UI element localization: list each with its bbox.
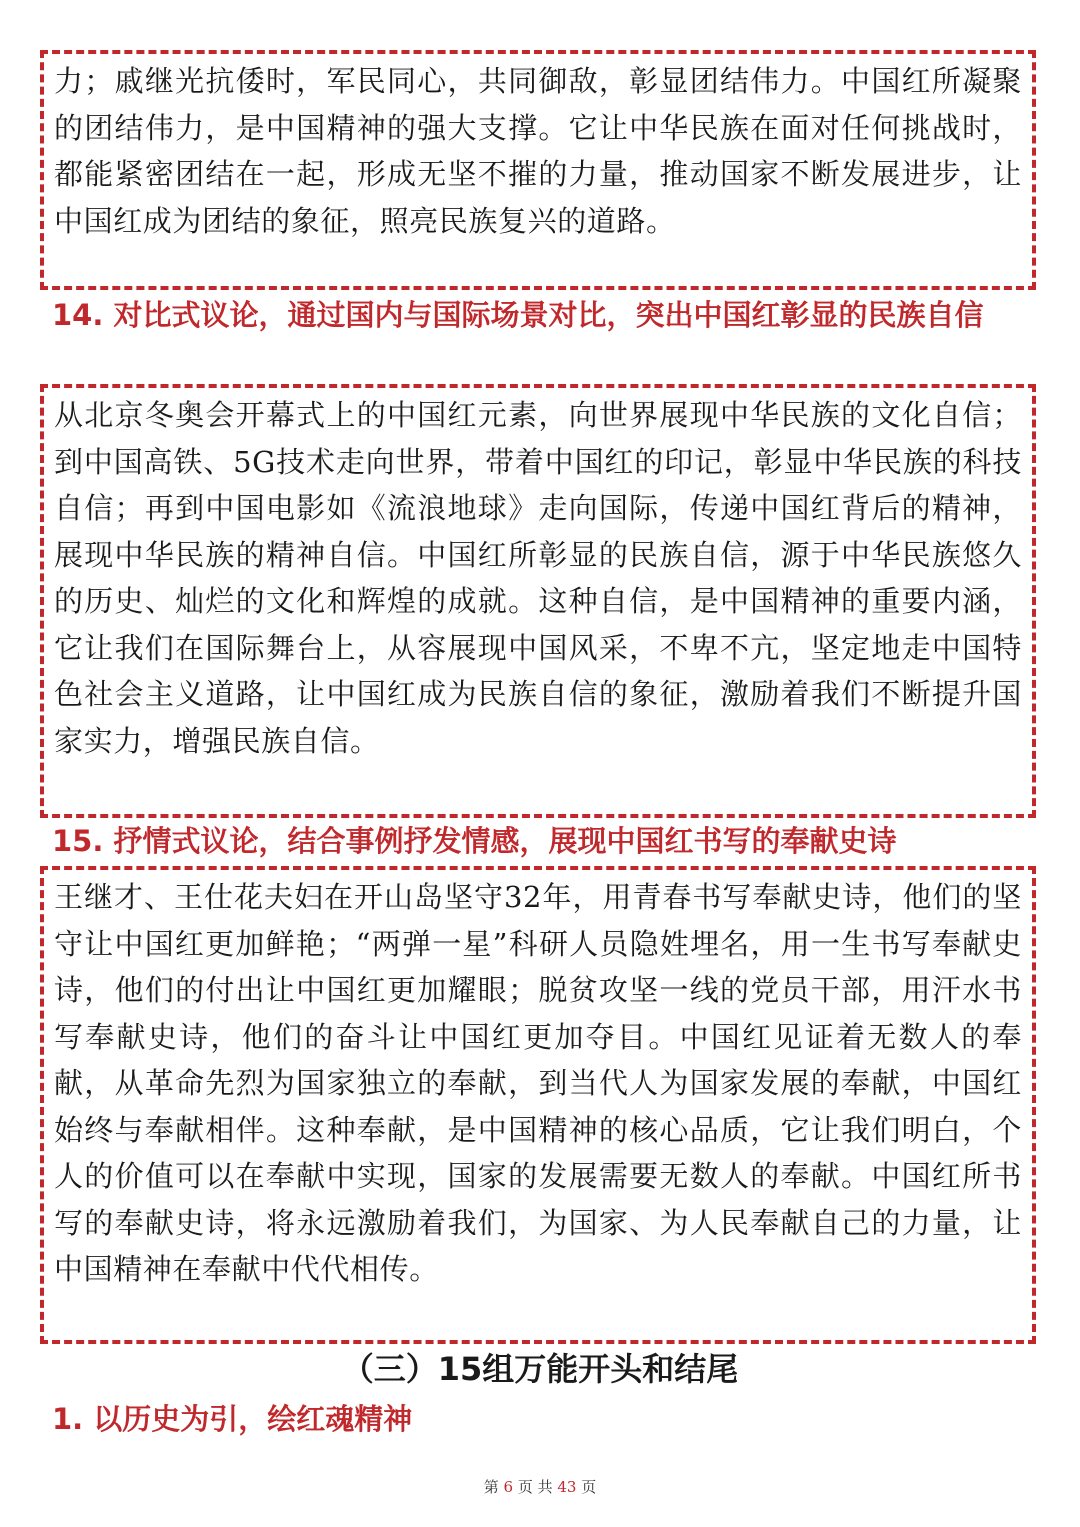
paragraph-confidence: 从北京冬奥会开幕式上的中国红元素，向世界展现中华民族的文化自信；到中国高铁、5G技术走向世界，带着中国红的印记，彰显中华民族的科技自信；再到中国电影如《流浪地球》走向国际，传递中国红背后的精神，展现中华民族的精神自信。中国红所彰显的民族自信，源于中华民族悠久的历史、灿烂的文化和辉煌的成就。这种自信，是中国精神的重要内涵，它让我们在国际舞台上，从容展现中国风采，不卑不亢，坚定地走中国特色社会主义道路，让中国红成为民族自信的象征，激励着我们不断提升国家实力，增强民族自信。 (54, 398, 1022, 758)
page-footer (0, 1476, 1080, 1497)
footer-prefix: 第 (483, 1478, 499, 1496)
heading-15: 15. 抒情式议论，结合事例抒发情感，展现中国红书写的奉献史诗 (52, 824, 897, 858)
text-box-dedication (40, 866, 1036, 1344)
paragraph-unity: 力；戚继光抗倭时，军民同心，共同御敌，彰显团结伟力。中国红所凝聚的团结伟力，是中国精神的强大支撑。它让中华民族在面对任何挑战时，都能紧密团结在一起，形成无坚不摧的力量，推动国家不断发展进步，让中国红成为团结的象征，照亮民族复兴的道路。 (54, 64, 1022, 238)
footer-total-pages: 43 (557, 1478, 577, 1496)
footer-middle: 页 共 (517, 1478, 553, 1496)
footer-suffix: 页 (581, 1478, 597, 1496)
text-box-confidence (40, 384, 1036, 818)
footer-page-number: 6 (503, 1478, 514, 1496)
subheading-1: 1. 以历史为引，绘红魂精神 (52, 1402, 413, 1436)
heading-14: 14. 对比式议论，通过国内与国际场景对比，突出中国红彰显的民族自信 (52, 298, 984, 332)
section-title: （三）15组万能开头和结尾 (341, 1350, 739, 1388)
paragraph-dedication: 王继才、王仕花夫妇在开山岛坚守32年，用青春书写奉献史诗，他们的坚守让中国红更加鲜艳；“两弹一星”科研人员隐姓埋名，用一生书写奉献史诗，他们的付出让中国红更加耀眼；脱贫攻坚一线的党员干部，用汗水书写奉献史诗，他们的奋斗让中国红更加夺目。中国红见证着无数人的奉献，从革命先烈为国家独立的奉献，到当代人为国家发展的奉献，中国红始终与奉献相伴。这种奉献，是中国精神的核心品质，它让我们明白，个人的价值可以在奉献中实现，国家的发展需要无数人的奉献。中国红所书写的奉献史诗，将永远激励着我们，为国家、为人民奉献自己的力量，让中国精神在奉献中代代相传。 (54, 880, 1022, 1286)
text-box-unity (40, 50, 1036, 290)
